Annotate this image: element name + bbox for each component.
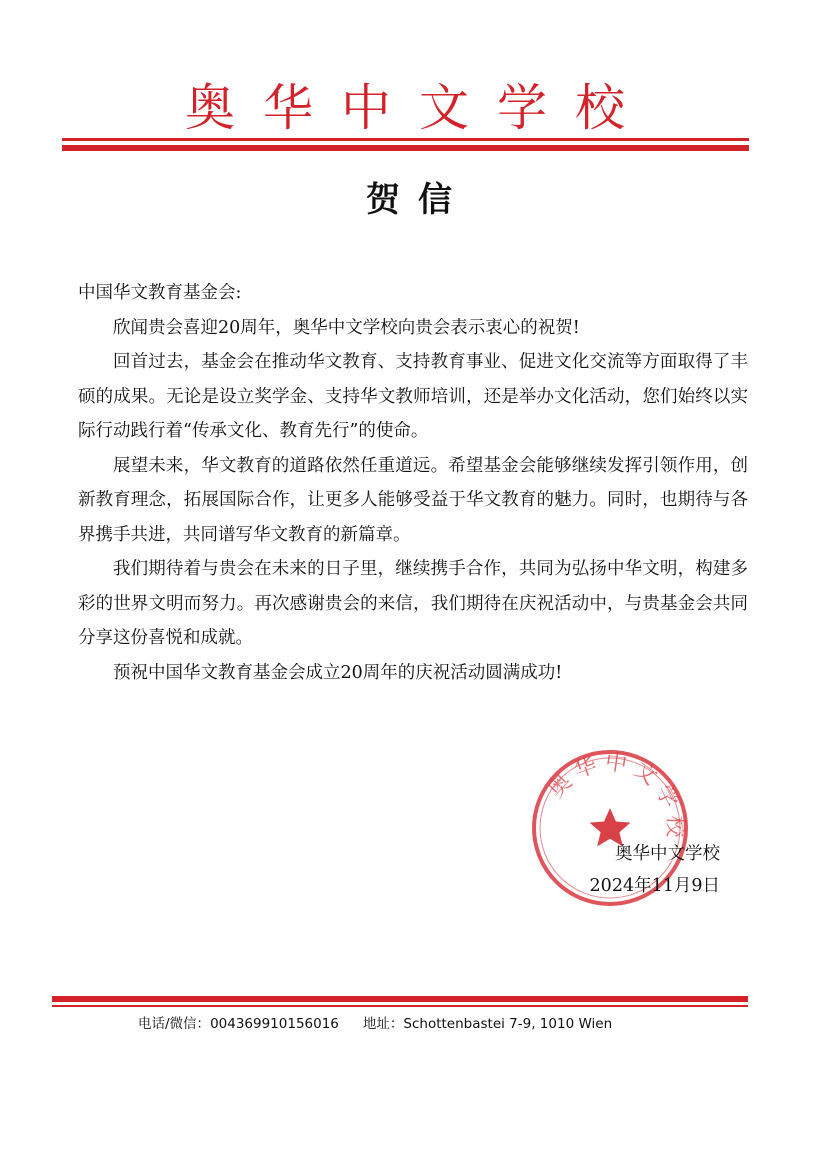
footer-contact (138, 1014, 758, 1034)
header-rule-thick (62, 145, 749, 151)
letter-paragraph: 预祝中国华文教育基金会成立20周年的庆祝活动圆满成功! (113, 662, 563, 683)
letter-paragraph: 回首过去，基金会在推动华文教育、支持教育事业、促进文化交流等方面取得了丰硕的成果。无论是设立奖学金、支持华文教师培训，还是举办文化活动，您们始终以实际行动践行着“传承文化、教育先行”的使命。 (78, 352, 748, 441)
letter-salutation: 中国华文教育基金会: (78, 283, 242, 303)
address-value: Schottenbastei 7-9, 1010 Wien (403, 1016, 613, 1032)
address-label: 地址： (362, 1016, 404, 1032)
letter-title: 贺信 (366, 180, 470, 220)
letter-paragraph: 我们期待着与贵会在未来的日子里，继续携手合作，共同为弘扬中华文明，构建多彩的世界文明而努力。再次感谢贵会的来信，我们期待在庆祝活动中，与贵基金会共同分享这份喜悦和成就。 (78, 559, 748, 648)
letter-paragraph: 欣闻贵会喜迎20周年，奥华中文学校向贵会表示衷心的祝贺! (113, 317, 580, 338)
phone-label: 电话/微信： (138, 1016, 211, 1032)
letter-paragraph: 展望未来，华文教育的道路依然任重道远。希望基金会能够继续发挥引领作用，创新教育理念，拓展国际合作，让更多人能够受益于华文教育的魅力。同时，也期待与各界携手共进，共同谱写华文教育的新篇章。 (78, 455, 748, 545)
signature-date: 2024年11月9日 (589, 876, 720, 896)
header-rule-thin (62, 138, 749, 141)
svg-text:奥华中文学校: 奥华中文学校 (543, 749, 688, 844)
signature-name: 奥华中文学校 (615, 844, 720, 864)
signature-block (560, 838, 720, 902)
footer-rule-thin (52, 1005, 748, 1007)
school-masthead: 奥华中文学校 (185, 79, 653, 137)
phone-number: 004369910156016 (210, 1016, 339, 1032)
letter-body (78, 276, 748, 690)
footer-rule-thick (52, 996, 748, 1002)
